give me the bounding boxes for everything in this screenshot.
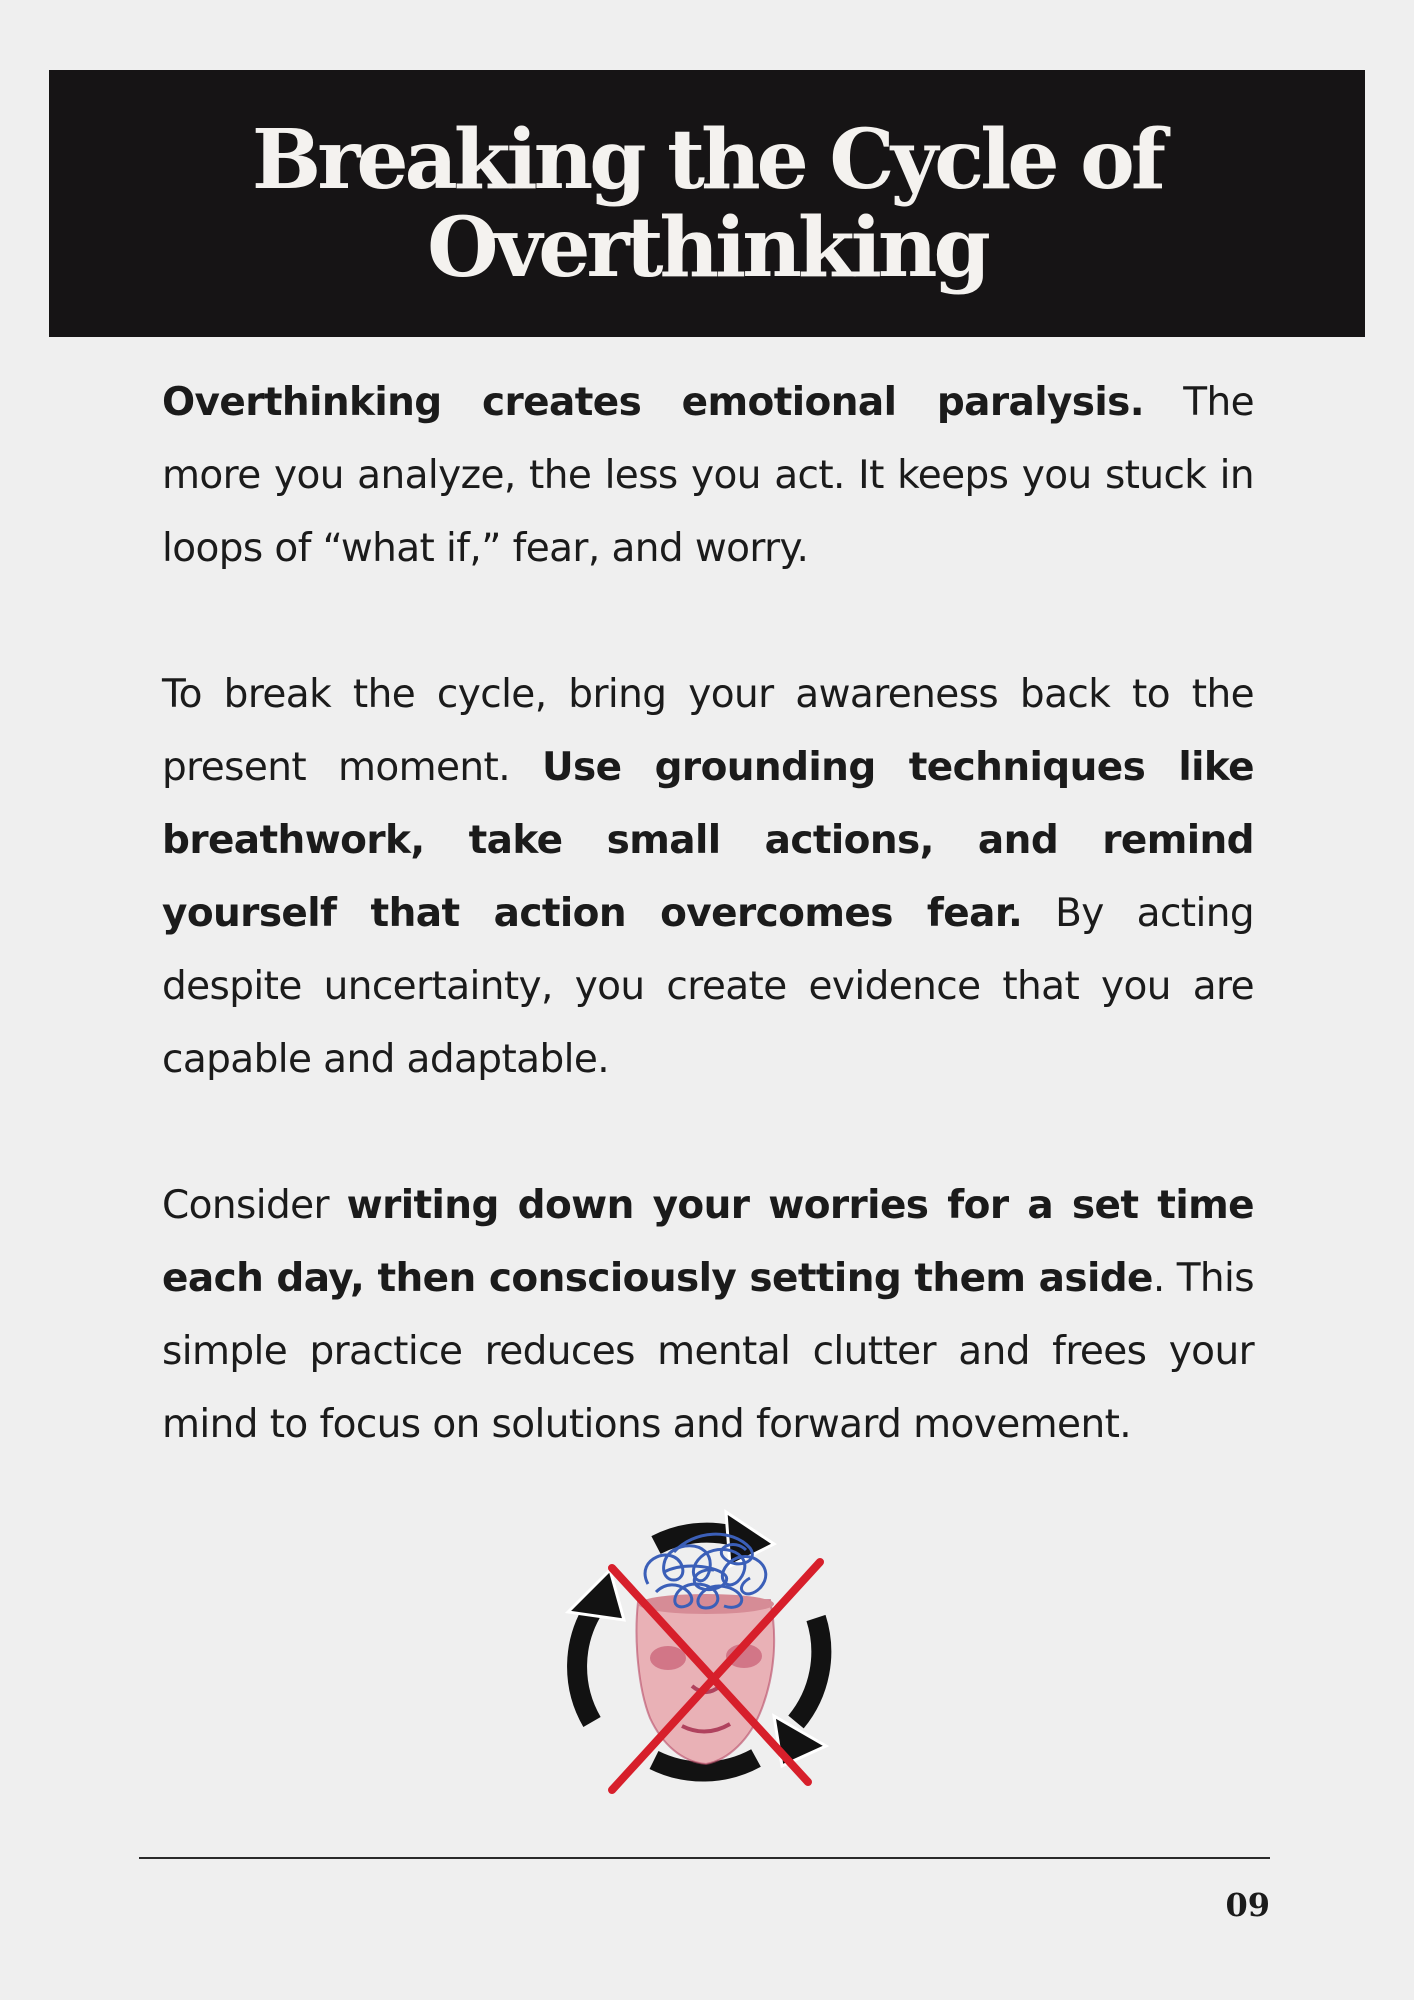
paragraph-1 <box>162 366 1254 585</box>
body-text <box>162 366 1254 1534</box>
footer-divider <box>139 1857 1270 1859</box>
paragraph-1-text: The more you analyze, the less you act. It keeps you stuck in loops of “what if,” fear, and worry. <box>162 380 1254 571</box>
paragraph-2-bold: Use grounding techniques like breathwork, take small actions, and remind yourself that action overcomes fear. <box>162 745 1255 936</box>
paragraph-2 <box>162 658 1254 1096</box>
page-title-line-2: Overthinking <box>427 199 987 296</box>
paragraph-3 <box>162 1169 1254 1461</box>
title-banner <box>49 70 1365 337</box>
paragraph-1-bold: Overthinking creates emotional paralysis. <box>162 380 1145 425</box>
no-overthinking-icon <box>564 1508 850 1798</box>
page-title-line-1: Breaking the Cycle of <box>251 111 1163 208</box>
paragraph-3-text-start: Consider <box>162 1183 347 1228</box>
paragraph-3-text-end: . This simple practice reduces mental clutter and frees your mind to focus on solutions and forward movement. <box>162 1256 1254 1447</box>
page-number: 09 <box>1225 1886 1270 1924</box>
paragraph-3-bold: writing down your worries for a set time each day, then consciously setting them aside <box>162 1183 1254 1301</box>
paragraph-2-text-start: To break the cycle, bring your awareness back to the present moment. <box>162 672 1254 790</box>
paragraph-2-text-end: By acting despite uncertainty, you create evidence that you are capable and adaptable. <box>162 891 1254 1082</box>
